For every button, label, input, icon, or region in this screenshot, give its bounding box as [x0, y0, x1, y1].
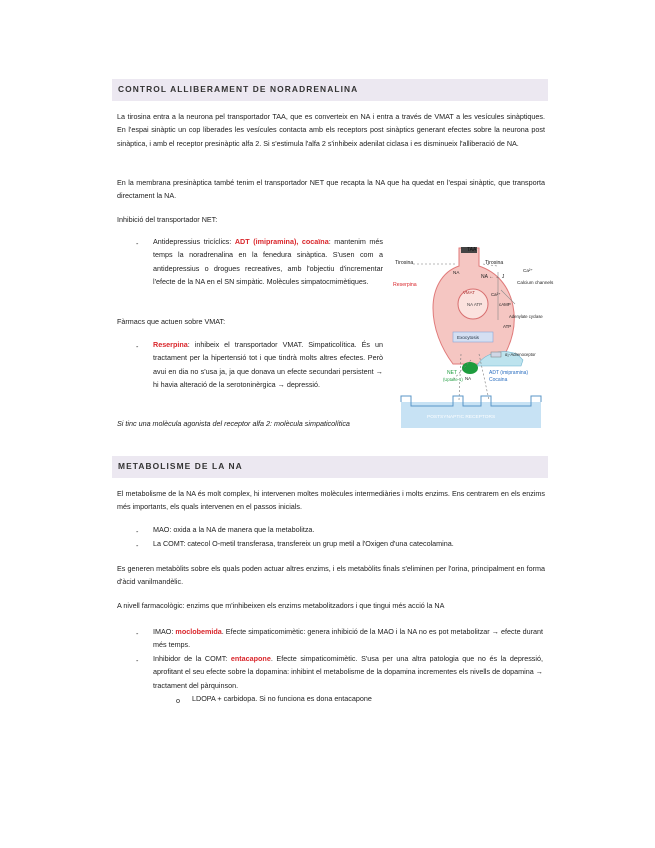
label-exocytosis: Exocytosis: [457, 335, 479, 340]
net-heading: Inhibició del transportador NET:: [117, 215, 218, 224]
list-item-comt: La COMT: catecol O-metil transferasa, transfereix un grup metil a l'Oxigen d'una catecolamina.: [153, 539, 454, 548]
bullet-dash: -: [136, 527, 139, 536]
paragraph-tirosina: La tirosina entra a la neurona pel transportador TAA, que es converteix en NA i entra a través de VMAT a les vesícules sinàptiques. En l'espai sinàptic un cop liberades les vesícules contacta amb els receptors post sinàptics generant efectes sobre la neurona post sinàptica, i amb el receptor presinàptic alfa 2. Si s'estimula l'alfa 2 s'inhibeix adenilat ciclasa i es disminueix l'alliberació de NA.: [117, 112, 545, 148]
label-taa: TAA: [467, 247, 477, 253]
bullet-dash: -: [136, 239, 139, 248]
alpha2-receptor: [491, 352, 501, 357]
label-atp-small: ATP: [503, 324, 512, 329]
label-na-arrow: NA ← ← J: [481, 274, 505, 280]
label-na-atp: NA ATP: [467, 302, 483, 307]
label-tirosina-right: Tirosina: [485, 260, 504, 266]
list-item-reserpina: Reserpina: inhibeix el transportador VMAT. Simpaticolítica. És un tractament per la hipertensió tot i que tindrà molts altres efectes. Però avui en dia no s'usa ja, ja que donava un efecte secundari persistent → hi havia alteració de la serotoninèrgica → depressió.: [153, 340, 383, 389]
paragraph-metabolisme: El metabolisme de la NA és molt complex, hi intervenen moltes molècules intermediàries i molts enzims. Ens centrarem en els enzims més importants, els quals intervenen en el passos inicials.: [117, 489, 545, 512]
list-item-mao: MAO: oxida a la NA de manera que la metabolitza.: [153, 525, 315, 534]
synapse-diagram: [393, 242, 554, 432]
agonist-note: Si tinc una molècula agonista del receptor alfa 2: molècula simpaticolítica: [117, 419, 350, 428]
section-header-control: [112, 79, 548, 101]
drug-adt: ADT (imipramina), cocaïna: [234, 237, 329, 246]
bullet-dash: -: [136, 629, 139, 638]
vmat-heading: Fàrmacs que actuen sobre VMAT:: [117, 317, 226, 326]
sub-item-ldopa: LDOPA + carbidopa. Si no funciona es dona entacapone: [192, 694, 372, 703]
bullet-dash: -: [136, 342, 139, 351]
bullet-dash: -: [136, 541, 139, 550]
label-alpha2: α₂-Adrenoceptor: [505, 352, 536, 357]
paragraph-net: En la membrana presinàptica també tenim el transportador NET que recapta la NA que ha quedat en l'espai sinàptic, que transporta directament la NA.: [117, 178, 545, 201]
label-uptake: (Uptake-1): [443, 377, 463, 382]
bullet-circle: o: [176, 696, 180, 705]
label-net: NET: [447, 370, 457, 376]
bullet-dash: -: [136, 656, 139, 665]
label-postsynaptic: POSTSYNAPTIC RECEPTORS: [427, 415, 496, 420]
label-ca-mid: Ca²⁺: [491, 292, 501, 297]
list-item-comt-inhibitor: Inhibidor de la COMT: entacapone. Efecte simpaticomimètic. S'usa per una altra patologia que no és la depressió, aprofitant el seu efecte sobre la dopamina: inhibint el metabolisme de la dopamina incrementes els nivells de dopamina → tractament del pàrquinson.: [153, 654, 543, 690]
drug-reserpina: Reserpina: [153, 340, 188, 349]
list-item-imao: IMAO: moclobemida. Efecte simpaticomimètic: genera inhibició de la MAO i la NA no es pot metabolitzar → efecte durant més temps.: [153, 627, 543, 650]
label-camp: cAMP: [499, 302, 511, 307]
label-reserpina: Reserpina: [393, 282, 417, 288]
section-title: METABOLISME DE LA NA: [118, 461, 243, 471]
farmacologic-heading: A nivell farmacològic: enzims que m'inhibeixen els enzims metabolitzadors i que tingui més acció la NA: [117, 601, 445, 610]
label-cocaina: Cocaina: [489, 377, 508, 383]
label-adenylate: Adenylate cyclase: [509, 314, 543, 319]
drug-moclobemida: moclobemida: [175, 627, 222, 636]
list-item-adt: Antidepressius tricíclics: ADT (imipramina), cocaïna: mantenim més temps la noradrenalina en la fenedura sinàptica. S'usen com a antidepressius o drogues recreatives, amb l'objectiu d'incrementar l'efecte de la NA en el SN simpàtic. Molècules simpatocmimètiques.: [153, 237, 383, 286]
label-tirosina-left: Tirosina: [395, 260, 414, 266]
label-na: NA: [453, 270, 460, 275]
label-vmat: VMAT: [463, 290, 475, 295]
label-ca-top: Ca²⁺: [523, 268, 533, 273]
label-calcium-channels: Calcium channels: [517, 280, 554, 285]
section-header-metabolisme: [112, 456, 548, 478]
label-adt: ADT (imipramina): [489, 370, 529, 376]
paragraph-metabolits: Es generen metabòlits sobre els quals poden actuar altres enzims, i els metabòlits finals s'eliminen per l'orina, principalment en forma d'àcid vanilmandèlic.: [117, 564, 545, 587]
section-title: CONTROL ALLIBERAMENT DE NORADRENALINA: [118, 84, 359, 94]
net-transporter: [462, 362, 478, 374]
label-na-bottom: NA: [465, 376, 472, 381]
drug-entacapone: entacapone: [230, 654, 271, 663]
